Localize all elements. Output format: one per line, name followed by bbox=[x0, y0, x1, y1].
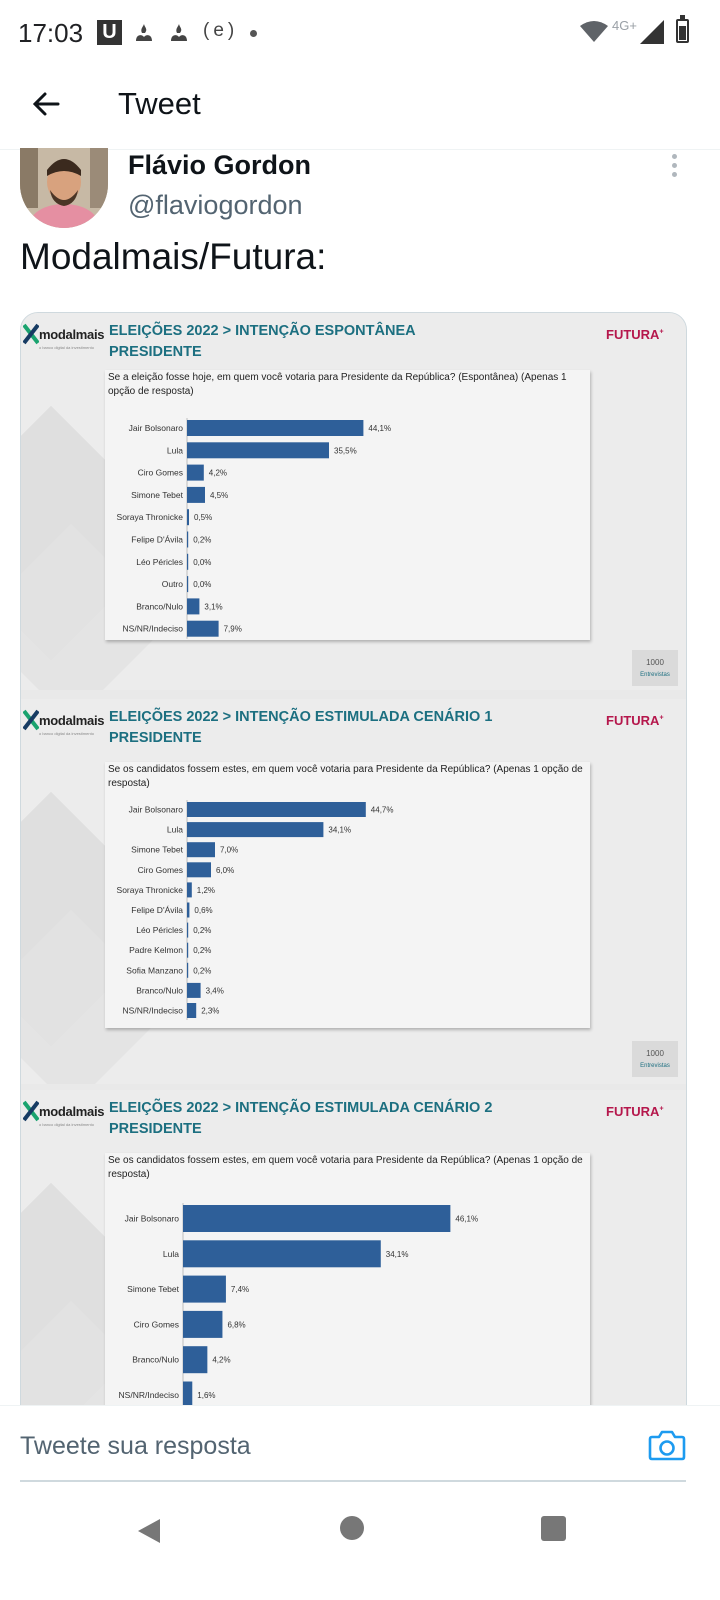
survey-question: Se a eleição fosse hoje, em quem você votaria para Presidente da República? (Espontânea) (Apenas 1 opção de resposta) bbox=[108, 372, 567, 397]
status-time: 17:03 bbox=[18, 18, 84, 48]
chart-bar bbox=[187, 1003, 196, 1018]
slide-title bbox=[109, 707, 492, 749]
category-label: Jair Bolsonaro bbox=[128, 804, 183, 815]
category-label: NS/NR/Indeciso bbox=[122, 623, 183, 634]
futura-logo-text: FUTURA bbox=[606, 327, 660, 342]
modalmais-tagline: o banco digital da investimento bbox=[39, 731, 94, 736]
wifi-icon bbox=[580, 20, 608, 42]
category-label: Lula bbox=[162, 1248, 179, 1259]
data-label: 0,6% bbox=[194, 905, 213, 915]
chart-panel bbox=[105, 370, 590, 640]
category-label: Felipe D'Ávila bbox=[131, 534, 183, 545]
category-label: Branco/Nulo bbox=[136, 601, 183, 612]
tweet-media[interactable] bbox=[20, 312, 687, 1412]
data-label: 4,5% bbox=[210, 490, 229, 500]
slide-title-line1: ELEIÇÕES 2022 > INTENÇÃO ESPONTÂNEA bbox=[109, 323, 416, 339]
data-label: 7,0% bbox=[220, 845, 239, 855]
data-label: 34,1% bbox=[385, 1249, 409, 1259]
category-label: Ciro Gomes bbox=[137, 864, 183, 875]
interviews-count: 1000 bbox=[646, 658, 664, 667]
data-label: 4,2% bbox=[208, 468, 228, 478]
data-label: 46,1% bbox=[455, 1214, 479, 1224]
e-icon: (e) bbox=[203, 20, 239, 41]
chart-bar bbox=[187, 420, 363, 436]
data-label: 0,2% bbox=[193, 946, 212, 956]
slide-title-line1: ELEIÇÕES 2022 > INTENÇÃO ESTIMULADA CENÁRIO 2 bbox=[109, 1100, 493, 1116]
chart-bar bbox=[187, 822, 323, 837]
chart-bar bbox=[187, 963, 188, 978]
futura-logo: FUTURA+ bbox=[606, 327, 664, 342]
modalmais-tagline: o banco digital da investimento bbox=[39, 345, 94, 350]
futura-logo-text: FUTURA bbox=[606, 713, 660, 728]
dot-icon bbox=[250, 30, 257, 37]
futura-logo-text: FUTURA bbox=[606, 1104, 660, 1119]
chart-bar bbox=[187, 576, 188, 592]
data-label: 7,9% bbox=[223, 624, 242, 634]
status-bar bbox=[0, 0, 720, 66]
category-label: Padre Kelmon bbox=[129, 945, 183, 956]
data-label: 6,0% bbox=[216, 865, 235, 875]
chart-bar bbox=[187, 487, 205, 503]
data-label: 1,6% bbox=[197, 1390, 216, 1400]
survey-question: Se os candidatos fossem estes, em quem você votaria para Presidente da República? (Apenas 1 opção de resposta) bbox=[108, 764, 583, 789]
interviews-badge bbox=[632, 650, 678, 686]
data-label: 1,2% bbox=[196, 885, 216, 895]
bar-chart bbox=[105, 370, 590, 640]
chart-bar bbox=[187, 621, 219, 637]
modalmais-tagline: o banco digital da investimento bbox=[39, 1122, 94, 1127]
tweet-text: Modalmais/Futura: bbox=[20, 236, 327, 277]
signal-icon bbox=[640, 20, 664, 44]
modalmais-x-icon bbox=[23, 321, 39, 347]
chart-bar bbox=[187, 802, 366, 817]
category-label: Branco/Nulo bbox=[132, 1354, 179, 1365]
category-label: NS/NR/Indeciso bbox=[118, 1389, 179, 1400]
reply-bar bbox=[0, 1405, 720, 1487]
reply-underline bbox=[20, 1480, 686, 1482]
chart-bar bbox=[187, 882, 192, 897]
chart-bar bbox=[187, 554, 188, 570]
modalmais-logo-text: modalmais bbox=[39, 1104, 105, 1119]
page-title: Tweet bbox=[118, 86, 201, 121]
slide-title bbox=[109, 1098, 492, 1140]
category-label: Simone Tebet bbox=[131, 489, 183, 500]
category-label: Outro bbox=[161, 579, 183, 590]
category-label: Léo Péricles bbox=[136, 925, 183, 936]
category-label: Sofia Manzano bbox=[126, 965, 183, 976]
chart-bar bbox=[187, 842, 215, 857]
category-label: Ciro Gomes bbox=[137, 467, 183, 478]
santander-icon bbox=[133, 22, 155, 44]
data-label: 4,2% bbox=[212, 1355, 231, 1365]
data-label: 0,2% bbox=[193, 535, 212, 545]
interviews-badge bbox=[632, 1041, 678, 1077]
interviews-count: 1000 bbox=[646, 1049, 664, 1058]
data-label: 3,1% bbox=[204, 602, 223, 612]
author-handle[interactable]: @flaviogordon bbox=[128, 190, 303, 220]
avatar-image bbox=[20, 148, 108, 228]
u-app-icon: U bbox=[97, 20, 122, 45]
slide-title-line2: PRESIDENTE bbox=[109, 1121, 202, 1137]
camera-icon[interactable] bbox=[648, 1428, 686, 1462]
top-app-bar bbox=[0, 66, 720, 150]
nav-home-icon[interactable] bbox=[340, 1516, 364, 1540]
data-label: 6,8% bbox=[227, 1320, 246, 1330]
data-label: 35,5% bbox=[334, 446, 357, 456]
chart-bar bbox=[183, 1311, 222, 1338]
chart-bar bbox=[187, 532, 188, 548]
reply-input[interactable]: Tweete sua resposta bbox=[20, 1432, 251, 1460]
bar-chart bbox=[105, 1153, 590, 1412]
chart-panel bbox=[105, 762, 590, 1028]
vertical-dots-icon[interactable] bbox=[668, 154, 680, 178]
system-nav-bar bbox=[0, 1487, 720, 1600]
chart-bar bbox=[187, 465, 204, 481]
data-label: 0,0% bbox=[193, 580, 212, 590]
modalmais-logo-text: modalmais bbox=[39, 327, 105, 342]
chart-bar bbox=[187, 598, 199, 614]
data-label: 0,2% bbox=[193, 966, 212, 976]
data-label: 44,1% bbox=[368, 423, 392, 433]
modalmais-logo-text: modalmais bbox=[39, 713, 105, 728]
data-label: 0,5% bbox=[194, 513, 213, 523]
chart-bar bbox=[183, 1205, 450, 1232]
category-label: Soraya Thronicke bbox=[116, 884, 183, 895]
data-label: 2,3% bbox=[201, 1006, 220, 1016]
futura-logo: FUTURA+ bbox=[606, 1104, 664, 1119]
slide-cenario-2 bbox=[21, 1090, 686, 1412]
nav-back-icon[interactable] bbox=[136, 1517, 162, 1545]
slide-title-line2: PRESIDENTE bbox=[109, 730, 202, 746]
chart-bar bbox=[187, 983, 201, 998]
category-label: Jair Bolsonaro bbox=[128, 422, 183, 433]
category-label: Simone Tebet bbox=[127, 1284, 179, 1295]
data-label: 3,4% bbox=[205, 986, 224, 996]
slide-title-line1: ELEIÇÕES 2022 > INTENÇÃO ESTIMULADA CENÁRIO 1 bbox=[109, 709, 493, 725]
slide-cenario-1 bbox=[21, 699, 686, 1084]
chart-bar bbox=[187, 923, 188, 938]
data-label: 44,7% bbox=[370, 805, 394, 815]
futura-logo: FUTURA+ bbox=[606, 713, 664, 728]
category-label: Simone Tebet bbox=[131, 844, 183, 855]
modalmais-x-icon bbox=[23, 707, 39, 733]
interviews-label: Entrevistas bbox=[640, 672, 670, 678]
chart-bar bbox=[187, 862, 211, 877]
chart-bar bbox=[187, 509, 189, 525]
bar-chart bbox=[105, 762, 590, 1028]
modalmais-x-icon bbox=[23, 1098, 39, 1124]
chart-bar bbox=[187, 903, 189, 918]
category-label: NS/NR/Indeciso bbox=[122, 1005, 183, 1016]
slide-espontanea bbox=[21, 313, 686, 690]
network-type: 4G+ bbox=[612, 18, 637, 33]
category-label: Jair Bolsonaro bbox=[124, 1213, 179, 1224]
category-label: Felipe D'Ávila bbox=[131, 904, 183, 915]
author-name[interactable]: Flávio Gordon bbox=[128, 150, 312, 180]
data-label: 0,2% bbox=[193, 926, 212, 936]
chart-panel bbox=[105, 1153, 590, 1412]
data-label: 7,4% bbox=[230, 1285, 250, 1295]
chart-bar bbox=[187, 943, 188, 958]
avatar[interactable] bbox=[20, 148, 108, 228]
category-label: Branco/Nulo bbox=[136, 985, 183, 996]
category-label: Lula bbox=[166, 445, 183, 456]
interviews-label: Entrevistas bbox=[640, 1063, 670, 1069]
chart-bar bbox=[183, 1276, 226, 1303]
category-label: Soraya Thronicke bbox=[116, 512, 183, 523]
santander-icon bbox=[168, 22, 190, 44]
category-label: Ciro Gomes bbox=[133, 1319, 179, 1330]
survey-question: Se os candidatos fossem estes, em quem você votaria para Presidente da República? (Apenas 1 opção de resposta) bbox=[108, 1155, 583, 1180]
arrow-left-icon[interactable] bbox=[26, 84, 66, 124]
slide-title-line2: PRESIDENTE bbox=[109, 344, 202, 360]
category-label: Lula bbox=[166, 824, 183, 835]
category-label: Léo Péricles bbox=[136, 556, 183, 567]
chart-bar bbox=[187, 442, 329, 458]
data-label: 34,1% bbox=[328, 825, 352, 835]
data-label: 0,0% bbox=[193, 557, 212, 567]
nav-recents-icon[interactable] bbox=[541, 1516, 566, 1541]
chart-bar bbox=[183, 1240, 381, 1267]
chart-bar bbox=[183, 1346, 207, 1373]
battery-icon bbox=[676, 19, 689, 43]
slide-title bbox=[109, 321, 416, 363]
